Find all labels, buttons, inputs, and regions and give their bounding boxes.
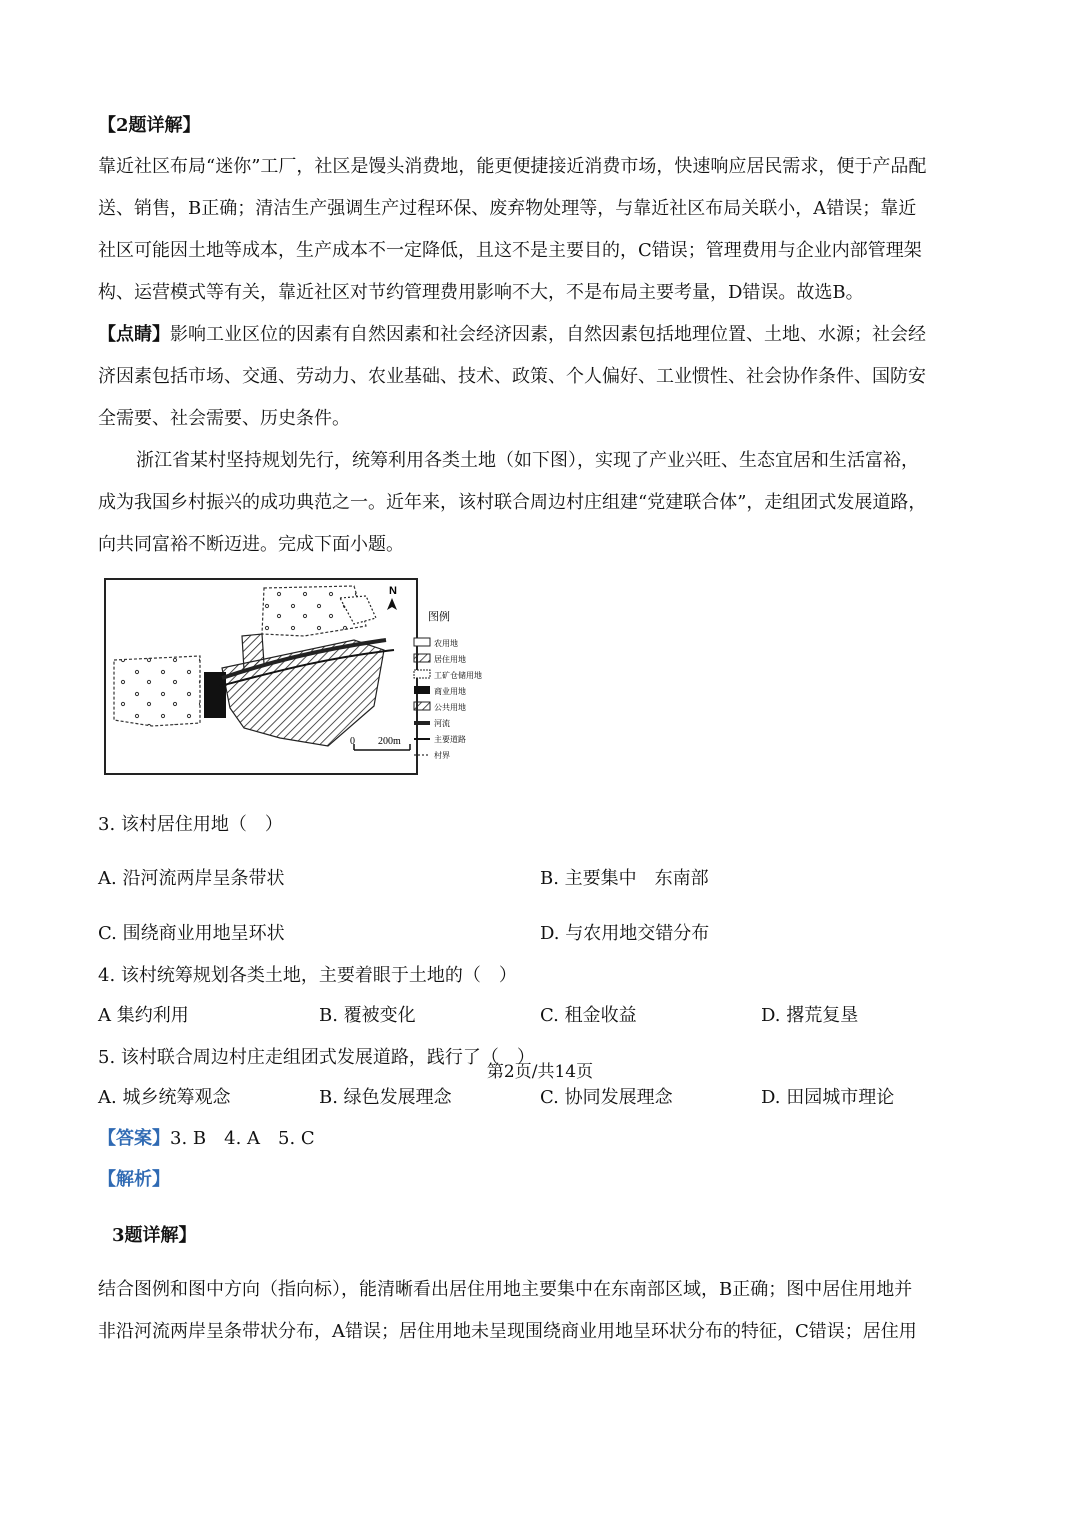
map-farmland-west [114, 656, 200, 726]
analysis-label: 【解析】 [98, 1169, 170, 1190]
legend-public: 公共用地 [434, 703, 466, 712]
tip-line-2: 济因素包括市场、交通、劳动力、农业基础、技术、政策、个人偏好、工业惯性、社会协作条件、国防安 [98, 366, 926, 387]
legend-river: 河流 [434, 719, 450, 728]
q4-option-b: B. 覆被变化 [319, 1005, 416, 1026]
scale-label: 200m [378, 736, 401, 747]
q3-option-d: D. 与农用地交错分布 [540, 923, 710, 944]
q5-stem: 5. 该村联合周边村庄走组团式发展道路，践行了（ ） [98, 1047, 535, 1068]
q4-option-a: A 集约利用 [98, 1005, 189, 1026]
passage-line-3: 向共同富裕不断迈进。完成下面小题。 [98, 534, 404, 555]
map-legend [414, 609, 482, 760]
tip-text-1: 影响工业区位的因素有自然因素和社会经济因素，自然因素包括地理位置、土地、水源；社会经 [170, 324, 926, 345]
answer-line [98, 1127, 315, 1151]
legend-title: 图例 [428, 610, 450, 623]
tip-line-3: 全需要、社会需要、历史条件。 [98, 408, 350, 429]
q5-option-c: C. 协同发展理念 [540, 1087, 673, 1108]
q4-option-d: D. 撂荒复垦 [761, 1005, 859, 1026]
passage-line-2: 成为我国乡村振兴的成功典范之一。近年来，该村联合周边村庄组建“党建联合体”，走组团式发展道路， [98, 492, 927, 513]
q4-option-c: C. 租金收益 [540, 1005, 637, 1026]
q3-option-b: B. 主要集中 东南部 [540, 868, 709, 889]
legend-residential: 居住用地 [434, 655, 466, 664]
section-2-line-2: 送、销售，B正确；清洁生产强调生产过程环保、废弃物处理等，与靠近社区布局关联小，A错误；靠近 [98, 198, 917, 219]
tip-label: 【点睛】 [98, 324, 170, 345]
q5-option-b: B. 绿色发展理念 [319, 1087, 452, 1108]
tip-line-1 [98, 323, 926, 347]
answer-text: 3. B 4. A 5. C [170, 1128, 315, 1149]
north-label: N [389, 585, 397, 597]
q3-option-a: A. 沿河流两岸呈条带状 [98, 868, 285, 889]
section-3-heading: 3题详解】 [112, 1225, 197, 1246]
section-3-line-2: 非沿河流两岸呈条带状分布，A错误；居住用地未呈现围绕商业用地呈环状分布的特征，C错误；居住用 [98, 1321, 917, 1342]
section-2-line-3: 社区可能因土地等成本，生产成本不一定降低，且这不是主要目的，C错误；管理费用与企业内部管理架 [98, 240, 922, 261]
page-footer: 第2页/共14页 [486, 1062, 594, 1082]
section-2-line-4: 构、运营模式等有关，靠近社区对节约管理费用影响不大，不是布局主要考量，D错误。故选B。 [98, 282, 864, 303]
q5-option-a: A. 城乡统筹观念 [98, 1087, 231, 1108]
land-use-map [104, 578, 520, 775]
q5-option-d: D. 田园城市理论 [761, 1087, 895, 1108]
q3-stem: 3. 该村居住用地（ ） [98, 814, 283, 835]
legend-industrial: 工矿仓储用地 [434, 671, 482, 680]
legend-boundary: 村界 [434, 751, 450, 760]
scale-zero: 0 [350, 736, 355, 747]
q4-stem: 4. 该村统筹规划各类土地，主要着眼于土地的（ ） [98, 965, 517, 986]
legend-commercial: 商业用地 [434, 687, 466, 696]
section-2-heading: 【2题详解】 [98, 115, 201, 136]
section-2-line-1: 靠近社区布局“迷你”工厂，社区是馒头消费地，能更便捷接近消费市场，快速响应居民需求，便于产品配 [98, 156, 927, 177]
section-3-line-1: 结合图例和图中方向（指向标），能清晰看出居住用地主要集中在东南部区域，B正确；图中居住用地并 [98, 1279, 913, 1300]
q3-option-c: C. 围绕商业用地呈环状 [98, 923, 285, 944]
answer-label: 【答案】 [98, 1128, 170, 1149]
legend-road: 主要道路 [434, 735, 466, 744]
legend-farmland: 农用地 [434, 639, 458, 648]
passage-line-1: 浙江省某村坚持规划先行，统筹利用各类土地（如下图），实现了产业兴旺、生态宜居和生活富裕， [136, 450, 919, 471]
